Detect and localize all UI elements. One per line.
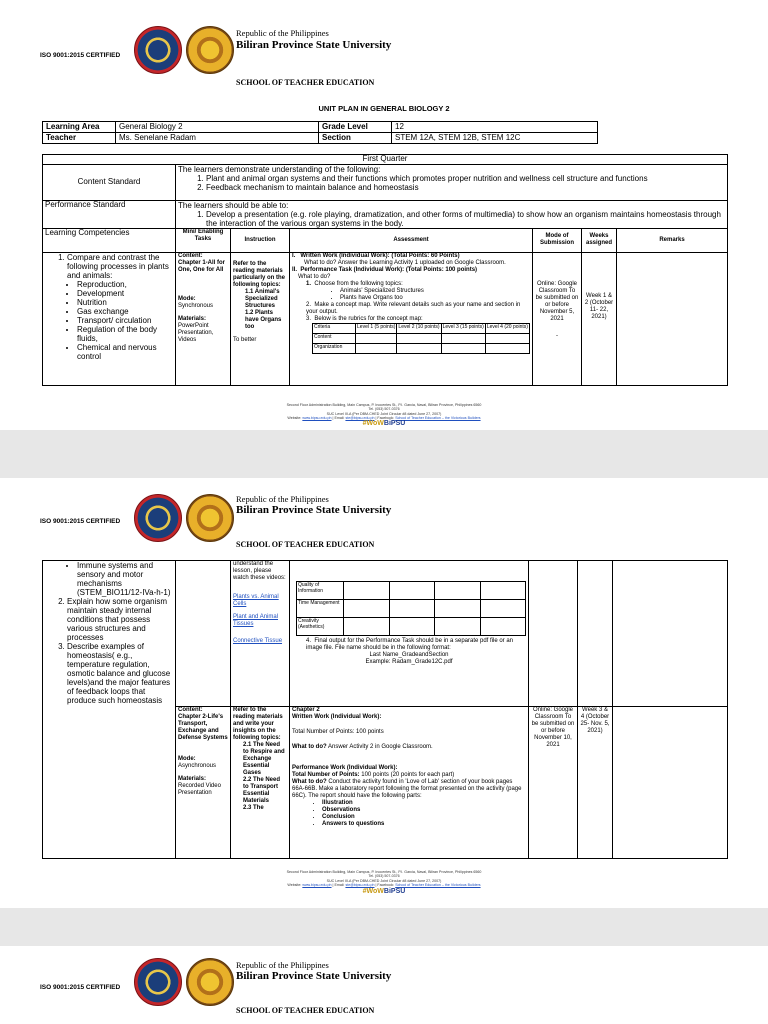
competencies-cell: 1. Compare and contrast the following processes in plants and animals: • Reproduction, • Development • Nutrition • Gas exchange • Transport/ circulation • Regulation of the body fluids, • Chemical and nervous control	[43, 252, 176, 385]
website-link[interactable]: www.bipsu.edu.ph	[302, 416, 332, 421]
content-standard-label: Content Standard	[43, 164, 176, 200]
page-1	[0, 0, 768, 430]
page-gap	[0, 908, 768, 946]
university-seal-icon	[134, 494, 182, 542]
tagline: #WoWBiPSU	[362, 888, 406, 895]
page-3	[0, 946, 768, 1024]
teacher-value: Ms. Senelane Radam	[116, 133, 319, 144]
mini-tasks-cell: Content: Chapter 1-All for One, One for All Mode: Synchronous Materials: PowerPoint Presentation, Videos	[176, 252, 231, 385]
quarter-header: First Quarter	[43, 155, 728, 165]
facebook-link[interactable]: School of Teacher Education – the Victorious Builders	[395, 416, 481, 421]
website-link[interactable]: www.bipsu.edu.ph	[302, 883, 332, 888]
university-name: Biliran Province State University	[236, 970, 392, 982]
section-value: STEM 12A, STEM 12B, STEM 12C	[392, 133, 598, 144]
unit-plan-table-continued	[42, 560, 728, 859]
content-standard: The learners demonstrate understanding of the following: 1. Plant and animal organ systems and their functions which promotes proper nutrition and wellness cell structure and functions 2. Feedback mechanism to maintain balance and homeostasis	[176, 164, 728, 200]
page-title: UNIT PLAN IN GENERAL BIOLOGY 2	[318, 104, 450, 113]
section-label: Section	[319, 133, 392, 144]
grade-level-value: 12	[392, 122, 598, 133]
content-standard-item: 2. Feedback mechanism to maintain balance and homeostasis	[206, 183, 725, 192]
footer: Second Floor Administration Building, Main Campus, P. Inocentes St., P.I. Garcia, Naval, Biliran Province, Philippines 6560 Tel. (053) 507-0376 SUC Level III-A (Per DBM-CHED Joint Circular #8 dated June 27, 2007) Website: www.bipsu.edu.ph | Email: ste@bipsu.edu.ph | Facebook: School of Teacher Education – the Victorious Builders	[286, 403, 482, 421]
mini-tasks-cell: Content: Chapter 2-Life's Transport, Exchange and Defense Systems Mode: Asynchronous Materials: Recorded Video Presentation	[176, 707, 231, 859]
email-link[interactable]: ste@bipsu.edu.ph	[345, 883, 375, 888]
bagong-pilipinas-seal-icon	[186, 26, 234, 74]
teacher-label: Teacher	[43, 133, 116, 144]
bagong-pilipinas-seal-icon	[186, 494, 234, 542]
iso-certification: ISO 9001:2015 CERTIFIED	[40, 984, 121, 991]
performance-standard-label: Performance Standard	[43, 200, 176, 228]
performance-standard: The learners should be able to: 1. Develop a presentation (e.g. role playing, dramatization, and other forms of multimedia) to show how an organism maintains homeostasis through the interaction of the various organ systems in the body.	[176, 200, 728, 228]
page-gap	[0, 430, 768, 478]
mini-tasks-cell	[176, 561, 231, 707]
footer: Second Floor Administration Building, Main Campus, P. Inocentes St., P.I. Garcia, Naval, Biliran Province, Philippines 6560 Tel. (053) 507-0376 SUC Level III-A (Per DBM-CHED Joint Circular #8 dated June 27, 2007) Website: www.bipsu.edu.ph | Email: ste@bipsu.edu.ph | Facebook: School of Teacher Education – the Victorious Builders	[286, 870, 482, 888]
col-instruction: Instruction	[231, 228, 290, 252]
remarks-cell	[617, 252, 728, 385]
video-link[interactable]: Plant and Animal Tissues	[233, 614, 279, 627]
assessment-cell: I. Written Work (Individual Work): (Total Points: 60 Points) What to do? Answer the Learning Activity 1 uploaded on Google Classroom. II. Performance Task (Individual Work): (Total Points: 100 points) What to do? 1. Choose from the following topics: • Animals' Specialized Structures • Plants have Organs too 2. Make a concept map. Write relevant details such as your name and section in your output. 3. Below is the rubrics for the concept map: Criteria Level 1 (5 points) Level 2 (10 points) Level 3 (15 points) Level 4 (20 points) Content Organization	[290, 252, 533, 385]
assessment-cell: Chapter 2 Written Work (Individual Work): Total Number of Points: 100 points What to do? Answer Activity 2 in Google Classroom. Performance Work (Individual Work): Total Number of Points: 100 points (20 points for each part) What to do? Conduct the activity found in 'Love of Lab' section of your book pages 66A-66B. Make a laboratory report following the format presented on the activity (page 66C). The report should have the following parts: • Illustration • Observations • Conclusion • Answers to questions	[290, 707, 529, 859]
col-remarks: Remarks	[617, 228, 728, 252]
instruction-cell: understand the lesson, please watch these videos: Plants vs. Animal Cells Plant and Animal Tissues Connective Tissue	[231, 561, 290, 707]
school-name: SCHOOL OF TEACHER EDUCATION	[236, 540, 375, 549]
info-table	[42, 121, 598, 144]
weeks-cell: Week 1 & 2 (October 11- 22, 2021)	[582, 252, 617, 385]
competencies-cell: • Immune systems and sensory and motor mechanisms (STEM_BIO11/12-IVa-h-1) 2. Explain how some organism maintain steady internal conditions that possess various structures and processes 3. Describe examples of homeostasis( e.g., temperature regulation, osmotic balance and glucose levels)and the major features of feedback loops that produce such homeostasis	[43, 561, 176, 859]
rubric-table: Quality of Information Time Management Creativity (Aesthetics)	[296, 581, 526, 636]
unit-plan-table	[42, 154, 728, 386]
school-name: SCHOOL OF TEACHER EDUCATION	[236, 78, 375, 87]
video-link[interactable]: Plants vs. Animal Cells	[233, 594, 279, 607]
university-seal-icon	[134, 26, 182, 74]
facebook-link[interactable]: School of Teacher Education – the Victorious Builders	[395, 883, 481, 888]
remarks-cell	[613, 707, 728, 859]
col-mini-tasks: Mini/ Enabling Tasks	[176, 228, 231, 252]
iso-certification: ISO 9001:2015 CERTIFIED	[40, 518, 121, 525]
university-name: Biliran Province State University	[236, 39, 392, 51]
email-link[interactable]: ste@bipsu.edu.ph	[345, 416, 375, 421]
weeks-cell: Week 3 & 4 (October 25- Nov. 5, 2021)	[578, 707, 613, 859]
learning-area-label: Learning Area	[43, 122, 116, 133]
col-weeks-assigned: Weeks assigned	[582, 228, 617, 252]
tagline: #WoWBiPSU	[362, 420, 406, 427]
page-2	[0, 478, 768, 908]
grade-level-label: Grade Level	[319, 122, 392, 133]
university-seal-icon	[134, 958, 182, 1006]
bagong-pilipinas-seal-icon	[186, 958, 234, 1006]
republic-label: Republic of the Philippines	[236, 960, 329, 970]
submission-cell: Online: Google Classroom To be submitted on or before November 5, 2021 -	[533, 252, 582, 385]
learning-area-value: General Biology 2	[116, 122, 319, 133]
rubric-table: Criteria Level 1 (5 points) Level 2 (10 points) Level 3 (15 points) Level 4 (20 points) Content Organization	[312, 323, 530, 354]
col-mode-of-submission: Mode of Submission	[533, 228, 582, 252]
republic-label: Republic of the Philippines	[236, 28, 329, 38]
assessment-cell: Quality of Information Time Management Creativity (Aesthetics) 4. Final output for the Performance Task should be in a separate pdf file or an image file. File name should be in the following format: Last Name_GradeandSection Example: Radam_Grade12C.pdf	[290, 561, 529, 707]
school-name: SCHOOL OF TEACHER EDUCATION	[236, 1006, 375, 1015]
submission-cell: Online: Google Classroom To be submitted on or before November 10, 2021	[529, 707, 578, 859]
university-name: Biliran Province State University	[236, 504, 392, 516]
instruction-cell: Refer to the reading materials and write your insights on the following topics: 2.1 The Need to Respire and Exchange Essential Gases 2.2 The Need to Transport Essential Materials 2.3 The	[231, 707, 290, 859]
video-link[interactable]: Connective Tissue	[233, 638, 283, 644]
col-learning-competencies: Learning Competencies	[43, 228, 176, 252]
iso-certification: ISO 9001:2015 CERTIFIED	[40, 52, 121, 59]
instruction-cell: Refer to the reading materials particularly on the following topics: 1.1 Animal's Specialized Structures 1.2 Plants have Organs too To better	[231, 252, 290, 385]
republic-label: Republic of the Philippines	[236, 494, 329, 504]
content-standard-item: 1. Plant and animal organ systems and their functions which promotes proper nutrition and wellness cell structure and functions	[206, 174, 725, 183]
col-assessment: Assessment	[290, 228, 533, 252]
